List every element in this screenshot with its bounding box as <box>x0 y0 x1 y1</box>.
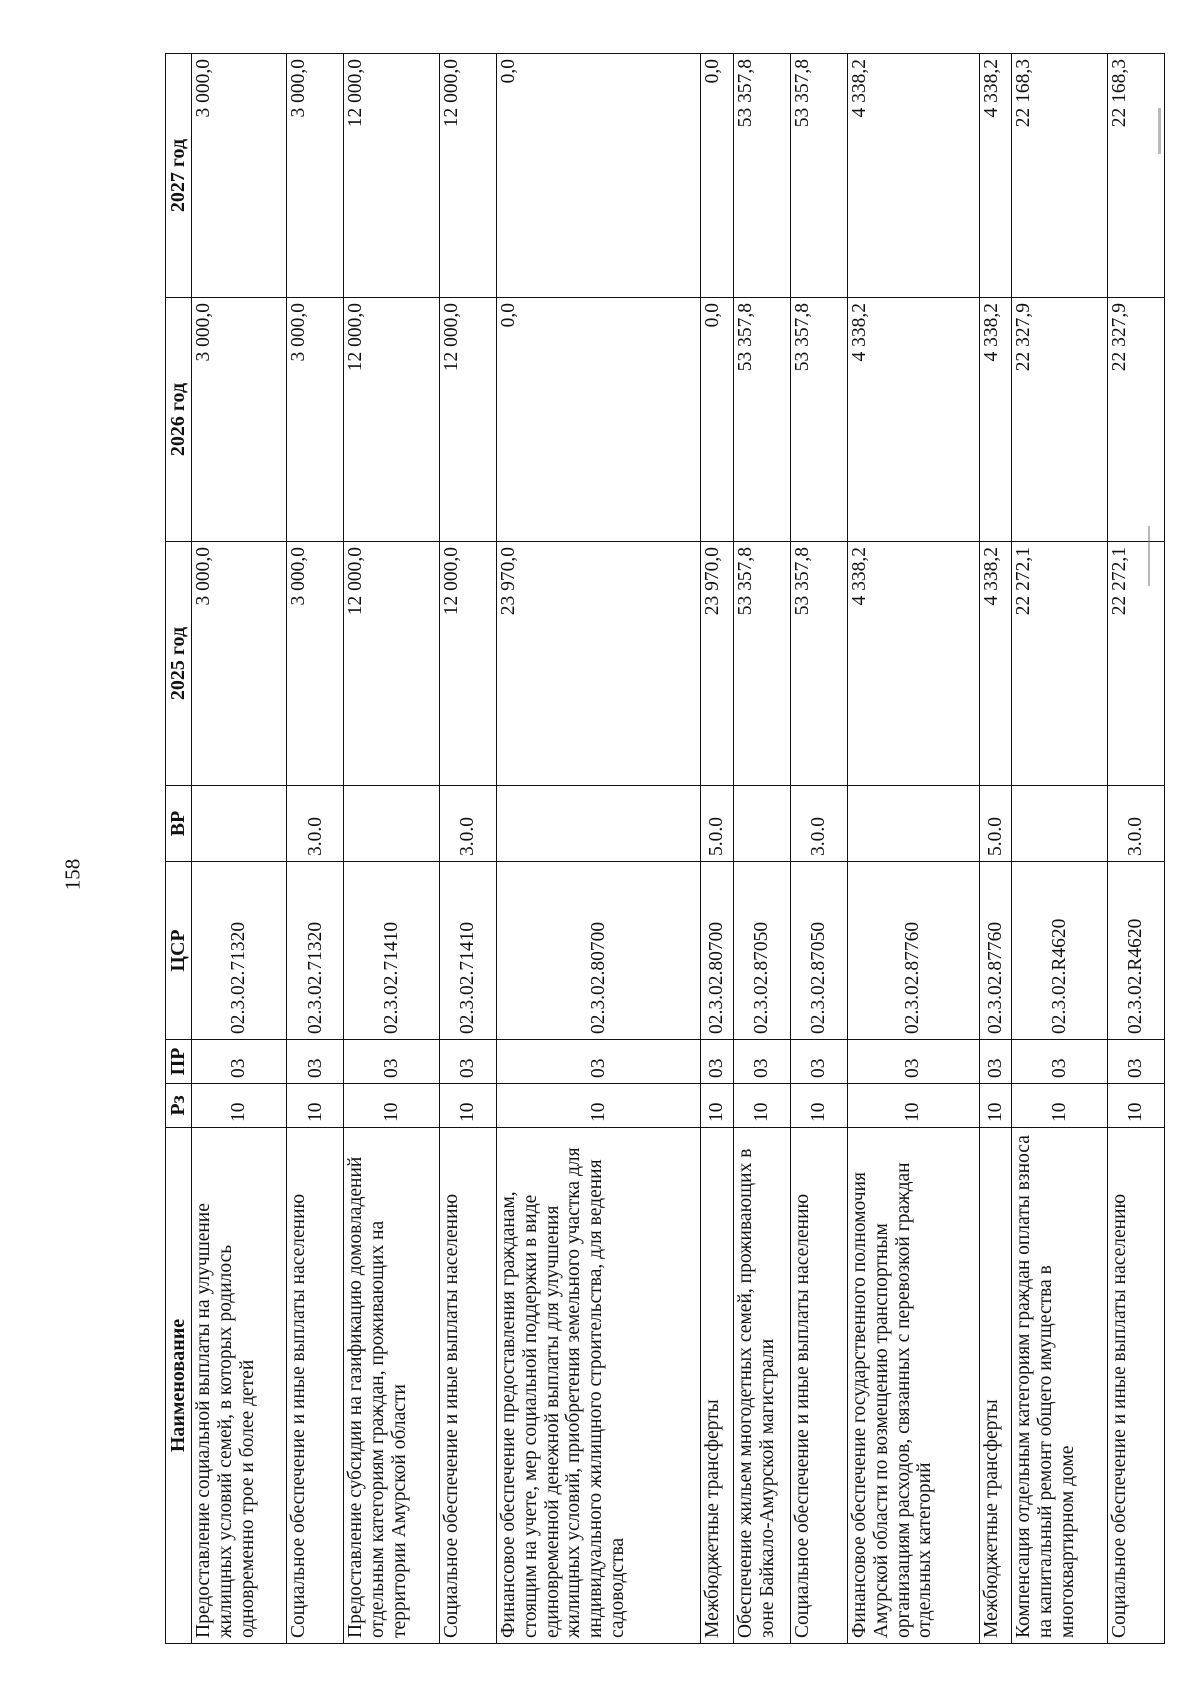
page-number: 158 <box>60 858 85 891</box>
header-2026: 2026 год <box>166 298 192 542</box>
cell-y2026: 22 327,9 <box>1012 298 1107 542</box>
cell-y2026: 12 000,0 <box>344 298 439 542</box>
cell-y2027: 4 338,2 <box>847 54 979 298</box>
cell-y2026: 3 000,0 <box>287 298 344 542</box>
cell-rz: 10 <box>344 1084 439 1128</box>
cell-y2027: 53 357,8 <box>733 54 790 298</box>
table-row <box>496 54 700 1644</box>
cell-y2025: 12 000,0 <box>344 542 439 786</box>
cell-vr <box>192 786 287 862</box>
header-rz: Рз <box>166 1084 192 1128</box>
cell-pr: 03 <box>344 1040 439 1084</box>
cell-rz: 10 <box>1107 1084 1164 1128</box>
table-row <box>733 54 790 1644</box>
cell-csr: 02.3.02.80700 <box>496 862 700 1040</box>
cell-name: Межбюджетные трансферты <box>979 1128 1012 1644</box>
cell-rz: 10 <box>287 1084 344 1128</box>
cell-y2025: 23 970,0 <box>496 542 700 786</box>
cell-csr: 02.3.02.87760 <box>847 862 979 1040</box>
table-body <box>192 54 1165 1644</box>
cell-csr: 02.3.02.71410 <box>439 862 496 1040</box>
table-row <box>790 54 847 1644</box>
cell-y2026: 22 327,9 <box>1107 298 1164 542</box>
cell-y2026: 0,0 <box>700 298 733 542</box>
cell-y2027: 3 000,0 <box>287 54 344 298</box>
cell-name: Социальное обеспечение и иные выплаты населению <box>287 1128 344 1644</box>
cell-pr: 03 <box>287 1040 344 1084</box>
table-row <box>192 54 287 1644</box>
cell-y2025: 3 000,0 <box>287 542 344 786</box>
cell-csr: 02.3.02.71320 <box>192 862 287 1040</box>
table-row <box>700 54 733 1644</box>
cell-vr <box>847 786 979 862</box>
cell-vr <box>344 786 439 862</box>
rotated-page-content <box>165 54 1165 1644</box>
cell-pr: 03 <box>1107 1040 1164 1084</box>
table-row <box>344 54 439 1644</box>
table-row <box>847 54 979 1644</box>
header-2025: 2025 год <box>166 542 192 786</box>
cell-pr: 03 <box>733 1040 790 1084</box>
table-row <box>439 54 496 1644</box>
cell-csr: 02.3.02.71410 <box>344 862 439 1040</box>
cell-rz: 10 <box>733 1084 790 1128</box>
cell-csr: 02.3.02.71320 <box>287 862 344 1040</box>
cell-y2026: 53 357,8 <box>790 298 847 542</box>
cell-rz: 10 <box>790 1084 847 1128</box>
cell-vr: 3.0.0 <box>287 786 344 862</box>
cell-rz: 10 <box>847 1084 979 1128</box>
table-row <box>287 54 344 1644</box>
header-row <box>166 54 192 1644</box>
header-vr: ВР <box>166 786 192 862</box>
cell-vr <box>1012 786 1107 862</box>
cell-csr: 02.3.02.R4620 <box>1107 862 1164 1040</box>
cell-rz: 10 <box>979 1084 1012 1128</box>
cell-csr: 02.3.02.80700 <box>700 862 733 1040</box>
cell-pr: 03 <box>700 1040 733 1084</box>
cell-rz: 10 <box>1012 1084 1107 1128</box>
cell-csr: 02.3.02.87760 <box>979 862 1012 1040</box>
cell-name: Обеспечение жильем многодетных семей, проживающих в зоне Байкало-Амурской магистрали <box>733 1128 790 1644</box>
cell-vr <box>496 786 700 862</box>
cell-pr: 03 <box>847 1040 979 1084</box>
cell-rz: 10 <box>439 1084 496 1128</box>
cell-y2027: 4 338,2 <box>979 54 1012 298</box>
cell-y2026: 53 357,8 <box>733 298 790 542</box>
cell-y2027: 0,0 <box>496 54 700 298</box>
table-row <box>979 54 1012 1644</box>
cell-name: Социальное обеспечение и иные выплаты населению <box>1107 1128 1164 1644</box>
cell-y2027: 53 357,8 <box>790 54 847 298</box>
scan-mark <box>1158 108 1161 154</box>
cell-y2026: 4 338,2 <box>979 298 1012 542</box>
cell-y2025: 23 970,0 <box>700 542 733 786</box>
cell-name: Социальное обеспечение и иные выплаты населению <box>439 1128 496 1644</box>
cell-pr: 03 <box>192 1040 287 1084</box>
cell-y2027: 12 000,0 <box>344 54 439 298</box>
cell-vr: 3.0.0 <box>790 786 847 862</box>
cell-pr: 03 <box>439 1040 496 1084</box>
cell-y2025: 53 357,8 <box>733 542 790 786</box>
header-name: Наименование <box>166 1128 192 1644</box>
cell-vr: 5.0.0 <box>700 786 733 862</box>
cell-y2025: 12 000,0 <box>439 542 496 786</box>
cell-name: Финансовое обеспечение предоставления гражданам, стоящим на учете, мер социальной поддержки в виде единовременной денежной выплаты для улучшения жилищных условий, приобретения земельного участка для индивидуального жилищного строительства, для ведения садоводства <box>496 1128 700 1644</box>
cell-y2025: 4 338,2 <box>979 542 1012 786</box>
cell-y2025: 3 000,0 <box>192 542 287 786</box>
cell-pr: 03 <box>496 1040 700 1084</box>
budget-table <box>165 53 1165 1644</box>
cell-y2027: 0,0 <box>700 54 733 298</box>
cell-y2025: 22 272,1 <box>1107 542 1164 786</box>
cell-name: Межбюджетные трансферты <box>700 1128 733 1644</box>
header-csr: ЦСР <box>166 862 192 1040</box>
cell-y2027: 22 168,3 <box>1107 54 1164 298</box>
cell-y2025: 4 338,2 <box>847 542 979 786</box>
cell-pr: 03 <box>1012 1040 1107 1084</box>
cell-name: Предоставление социальной выплаты на улучшение жилищных условий семей, в которых родилось одновременно трое и более детей <box>192 1128 287 1644</box>
cell-vr <box>733 786 790 862</box>
cell-csr: 02.3.02.87050 <box>790 862 847 1040</box>
cell-pr: 03 <box>790 1040 847 1084</box>
header-pr: ПР <box>166 1040 192 1084</box>
cell-y2026: 3 000,0 <box>192 298 287 542</box>
cell-vr: 5.0.0 <box>979 786 1012 862</box>
table-row <box>1107 54 1164 1644</box>
cell-vr: 3.0.0 <box>1107 786 1164 862</box>
cell-y2027: 12 000,0 <box>439 54 496 298</box>
cell-y2026: 4 338,2 <box>847 298 979 542</box>
header-2027: 2027 год <box>166 54 192 298</box>
cell-name: Социальное обеспечение и иные выплаты населению <box>790 1128 847 1644</box>
cell-csr: 02.3.02.R4620 <box>1012 862 1107 1040</box>
cell-rz: 10 <box>192 1084 287 1128</box>
cell-name: Предоставление субсидии на газификацию домовладений отдельным категориям граждан, проживающих на территории Амурской области <box>344 1128 439 1644</box>
cell-csr: 02.3.02.87050 <box>733 862 790 1040</box>
cell-y2027: 22 168,3 <box>1012 54 1107 298</box>
scan-mark <box>1148 526 1150 586</box>
cell-vr: 3.0.0 <box>439 786 496 862</box>
cell-name: Финансовое обеспечение государственного полномочия Амурской области по возмещению транспортным организациям расходов, связанных с перевозкой граждан отдельных категорий <box>847 1128 979 1644</box>
cell-pr: 03 <box>979 1040 1012 1084</box>
cell-y2026: 0,0 <box>496 298 700 542</box>
cell-rz: 10 <box>496 1084 700 1128</box>
cell-y2026: 12 000,0 <box>439 298 496 542</box>
cell-name: Компенсация отдельным категориям граждан оплаты взноса на капитальный ремонт общего имущества в многоквартирном доме <box>1012 1128 1107 1644</box>
cell-y2025: 22 272,1 <box>1012 542 1107 786</box>
cell-y2025: 53 357,8 <box>790 542 847 786</box>
cell-y2027: 3 000,0 <box>192 54 287 298</box>
table-row <box>1012 54 1107 1644</box>
cell-rz: 10 <box>700 1084 733 1128</box>
